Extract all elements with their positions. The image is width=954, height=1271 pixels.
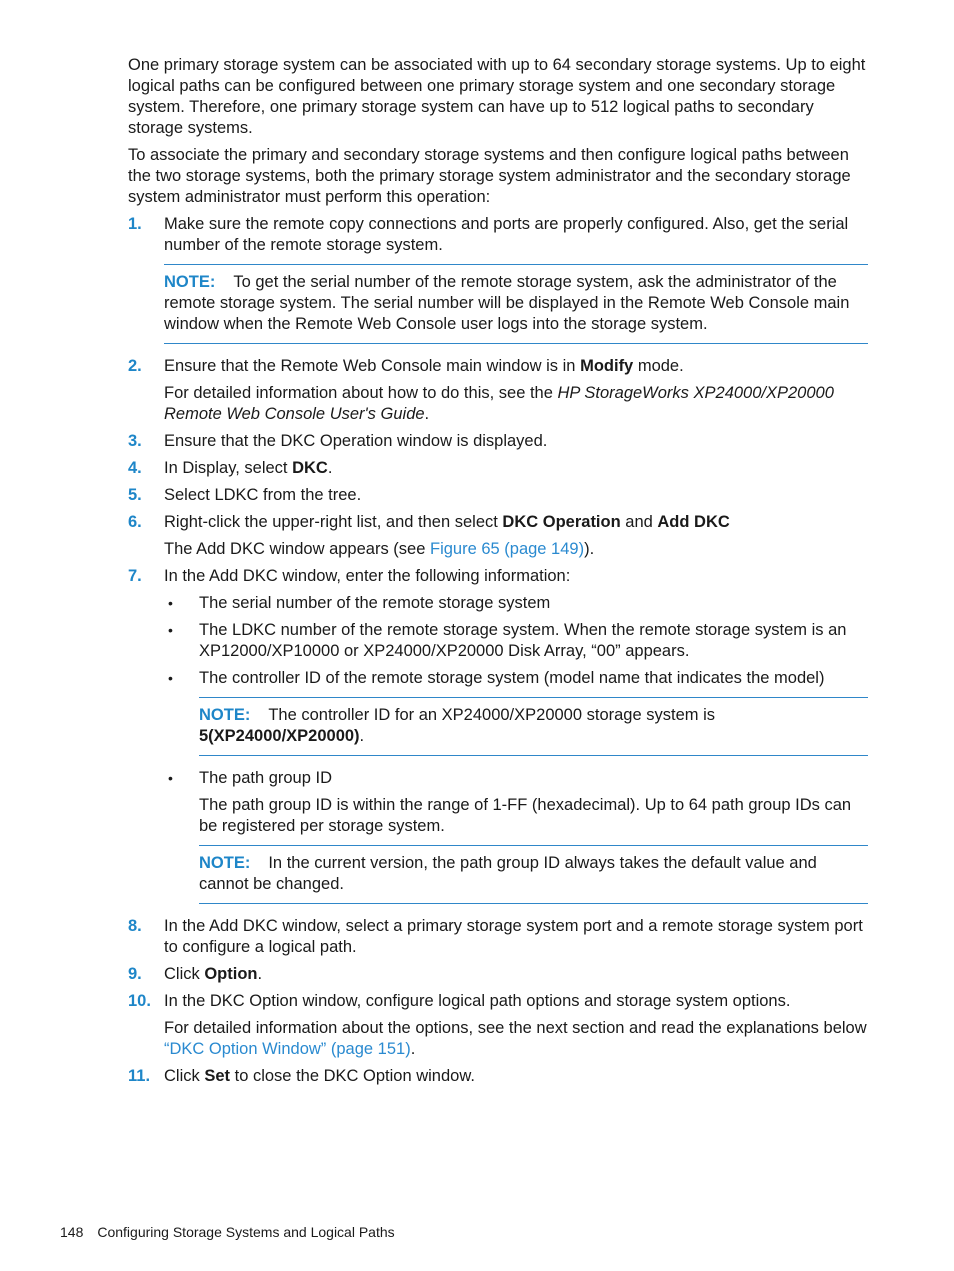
step-number: 5. xyxy=(128,486,142,504)
step-1 xyxy=(128,214,868,344)
step-4 xyxy=(128,458,868,479)
step-8 xyxy=(128,916,868,958)
step-text xyxy=(164,458,868,479)
text-fragment: For detailed information about how to do this, see the xyxy=(164,384,558,402)
note-text: The controller ID for an XP24000/XP20000 storage system is xyxy=(268,706,715,724)
note-label: NOTE: xyxy=(199,706,251,724)
text-fragment: Click xyxy=(164,1067,205,1085)
text-fragment: For detailed information about the options, see the next section and read the explanations below xyxy=(164,1019,867,1037)
text-fragment: . xyxy=(359,727,365,745)
bullet-text: The path group ID xyxy=(199,769,332,787)
step-text xyxy=(164,964,868,985)
ui-term: Set xyxy=(204,1067,231,1085)
text-fragment: . xyxy=(410,1040,416,1058)
bullet-icon: • xyxy=(168,770,173,786)
note-label: NOTE: xyxy=(199,854,251,872)
bullet-text: The LDKC number of the remote storage system. When the remote storage system is an XP12000/XP10000 or XP24000/XP20000 Disk Array, “00” appears. xyxy=(199,621,847,660)
list-item xyxy=(164,768,868,904)
step-7 xyxy=(128,566,868,904)
ui-term: DKC xyxy=(292,459,328,477)
step-number: 8. xyxy=(128,917,142,935)
list-item xyxy=(164,668,868,756)
intro-paragraph: One primary storage system can be associated with up to 64 secondary storage systems. Up to eight logical paths can be configured between one primary storage system and one secondary storage system. Therefore, one primary storage system can have up to 512 logical paths to secondary storage systems. xyxy=(128,56,866,137)
ui-term: DKC Operation xyxy=(502,513,621,531)
step-number: 10. xyxy=(128,992,151,1010)
text-fragment: to close the DKC Option window. xyxy=(230,1067,475,1085)
text-fragment: . xyxy=(327,459,333,477)
step-text xyxy=(164,1066,868,1087)
step-number: 9. xyxy=(128,965,142,983)
bullet-text: The serial number of the remote storage system xyxy=(199,594,551,612)
text-fragment: Right-click the upper-right list, and then select xyxy=(164,513,503,531)
note-box xyxy=(199,845,868,904)
text-fragment: The Add DKC window appears (see xyxy=(164,540,430,558)
step-text: Select LDKC from the tree. xyxy=(164,486,362,504)
step-text: In the DKC Option window, configure logical path options and storage system options. xyxy=(164,992,791,1010)
text-fragment: mode. xyxy=(633,357,684,375)
step-detail xyxy=(164,539,868,560)
text-fragment: . xyxy=(424,405,430,423)
section-link[interactable]: “DKC Option Window” (page 151) xyxy=(164,1040,411,1058)
text-fragment: ). xyxy=(584,540,595,558)
intro-paragraph: To associate the primary and secondary storage systems and then configure logical paths between the two storage systems, both the primary storage system administrator and the secondary storage system administrator must perform this operation: xyxy=(128,146,851,206)
step-number: 1. xyxy=(128,215,142,233)
page-footer xyxy=(60,1222,395,1243)
text-fragment: and xyxy=(620,513,658,531)
step-number: 3. xyxy=(128,432,142,450)
text-fragment: In Display, select xyxy=(164,459,293,477)
step-detail xyxy=(164,1018,868,1060)
bullet-icon: • xyxy=(168,595,173,611)
page-content xyxy=(128,55,868,1093)
bullet-detail: The path group ID is within the range of 1-FF (hexadecimal). Up to 64 path group IDs can be registered per storage system. xyxy=(199,796,852,835)
ui-term: Option xyxy=(204,965,258,983)
step-10 xyxy=(128,991,868,1060)
bullet-icon: • xyxy=(168,670,173,686)
ui-term: 5(XP24000/XP20000) xyxy=(199,727,360,745)
step-number: 7. xyxy=(128,567,142,585)
step-5 xyxy=(128,485,868,506)
list-item xyxy=(164,593,868,614)
step-text: Make sure the remote copy connections and ports are properly configured. Also, get the serial number of the remote storage system. xyxy=(164,215,849,254)
step-text xyxy=(164,356,868,377)
page-number: 148 xyxy=(60,1224,84,1240)
bullet-list xyxy=(164,593,868,904)
ui-term: Modify xyxy=(580,357,634,375)
note-label: NOTE: xyxy=(164,273,216,291)
step-text xyxy=(164,512,868,533)
step-6 xyxy=(128,512,868,560)
note-box xyxy=(164,264,868,344)
step-number: 4. xyxy=(128,459,142,477)
step-11 xyxy=(128,1066,868,1087)
text-fragment: Ensure that the Remote Web Console main window is in xyxy=(164,357,581,375)
note-box xyxy=(199,697,868,756)
list-item xyxy=(164,620,868,662)
step-text: In the Add DKC window, select a primary storage system port and a remote storage system port to configure a logical path. xyxy=(164,917,863,956)
note-text: To get the serial number of the remote storage system, ask the administrator of the remote storage system. The serial number will be displayed in the Remote Web Console main window when the Remote Web Console user logs into the storage system. xyxy=(164,273,850,333)
step-9 xyxy=(128,964,868,985)
chapter-title: Configuring Storage Systems and Logical Paths xyxy=(97,1224,395,1240)
bullet-icon: • xyxy=(168,622,173,638)
step-text: Ensure that the DKC Operation window is displayed. xyxy=(164,432,548,450)
bullet-text: The controller ID of the remote storage system (model name that indicates the model) xyxy=(199,669,825,687)
text-fragment: . xyxy=(257,965,263,983)
step-number: 11. xyxy=(128,1067,151,1085)
step-detail xyxy=(164,383,868,425)
procedure-list xyxy=(128,214,868,1087)
book-title: HP StorageWorks XP24000/XP20000 Remote Web Console User's Guide xyxy=(164,384,834,423)
note-text: In the current version, the path group ID always takes the default value and cannot be changed. xyxy=(199,854,817,893)
step-text: In the Add DKC window, enter the following information: xyxy=(164,567,571,585)
figure-link[interactable]: Figure 65 (page 149) xyxy=(429,540,585,558)
step-3 xyxy=(128,431,868,452)
ui-term: Add DKC xyxy=(657,513,730,531)
step-number: 6. xyxy=(128,513,142,531)
text-fragment: Click xyxy=(164,965,205,983)
step-number: 2. xyxy=(128,357,142,375)
step-2 xyxy=(128,356,868,425)
